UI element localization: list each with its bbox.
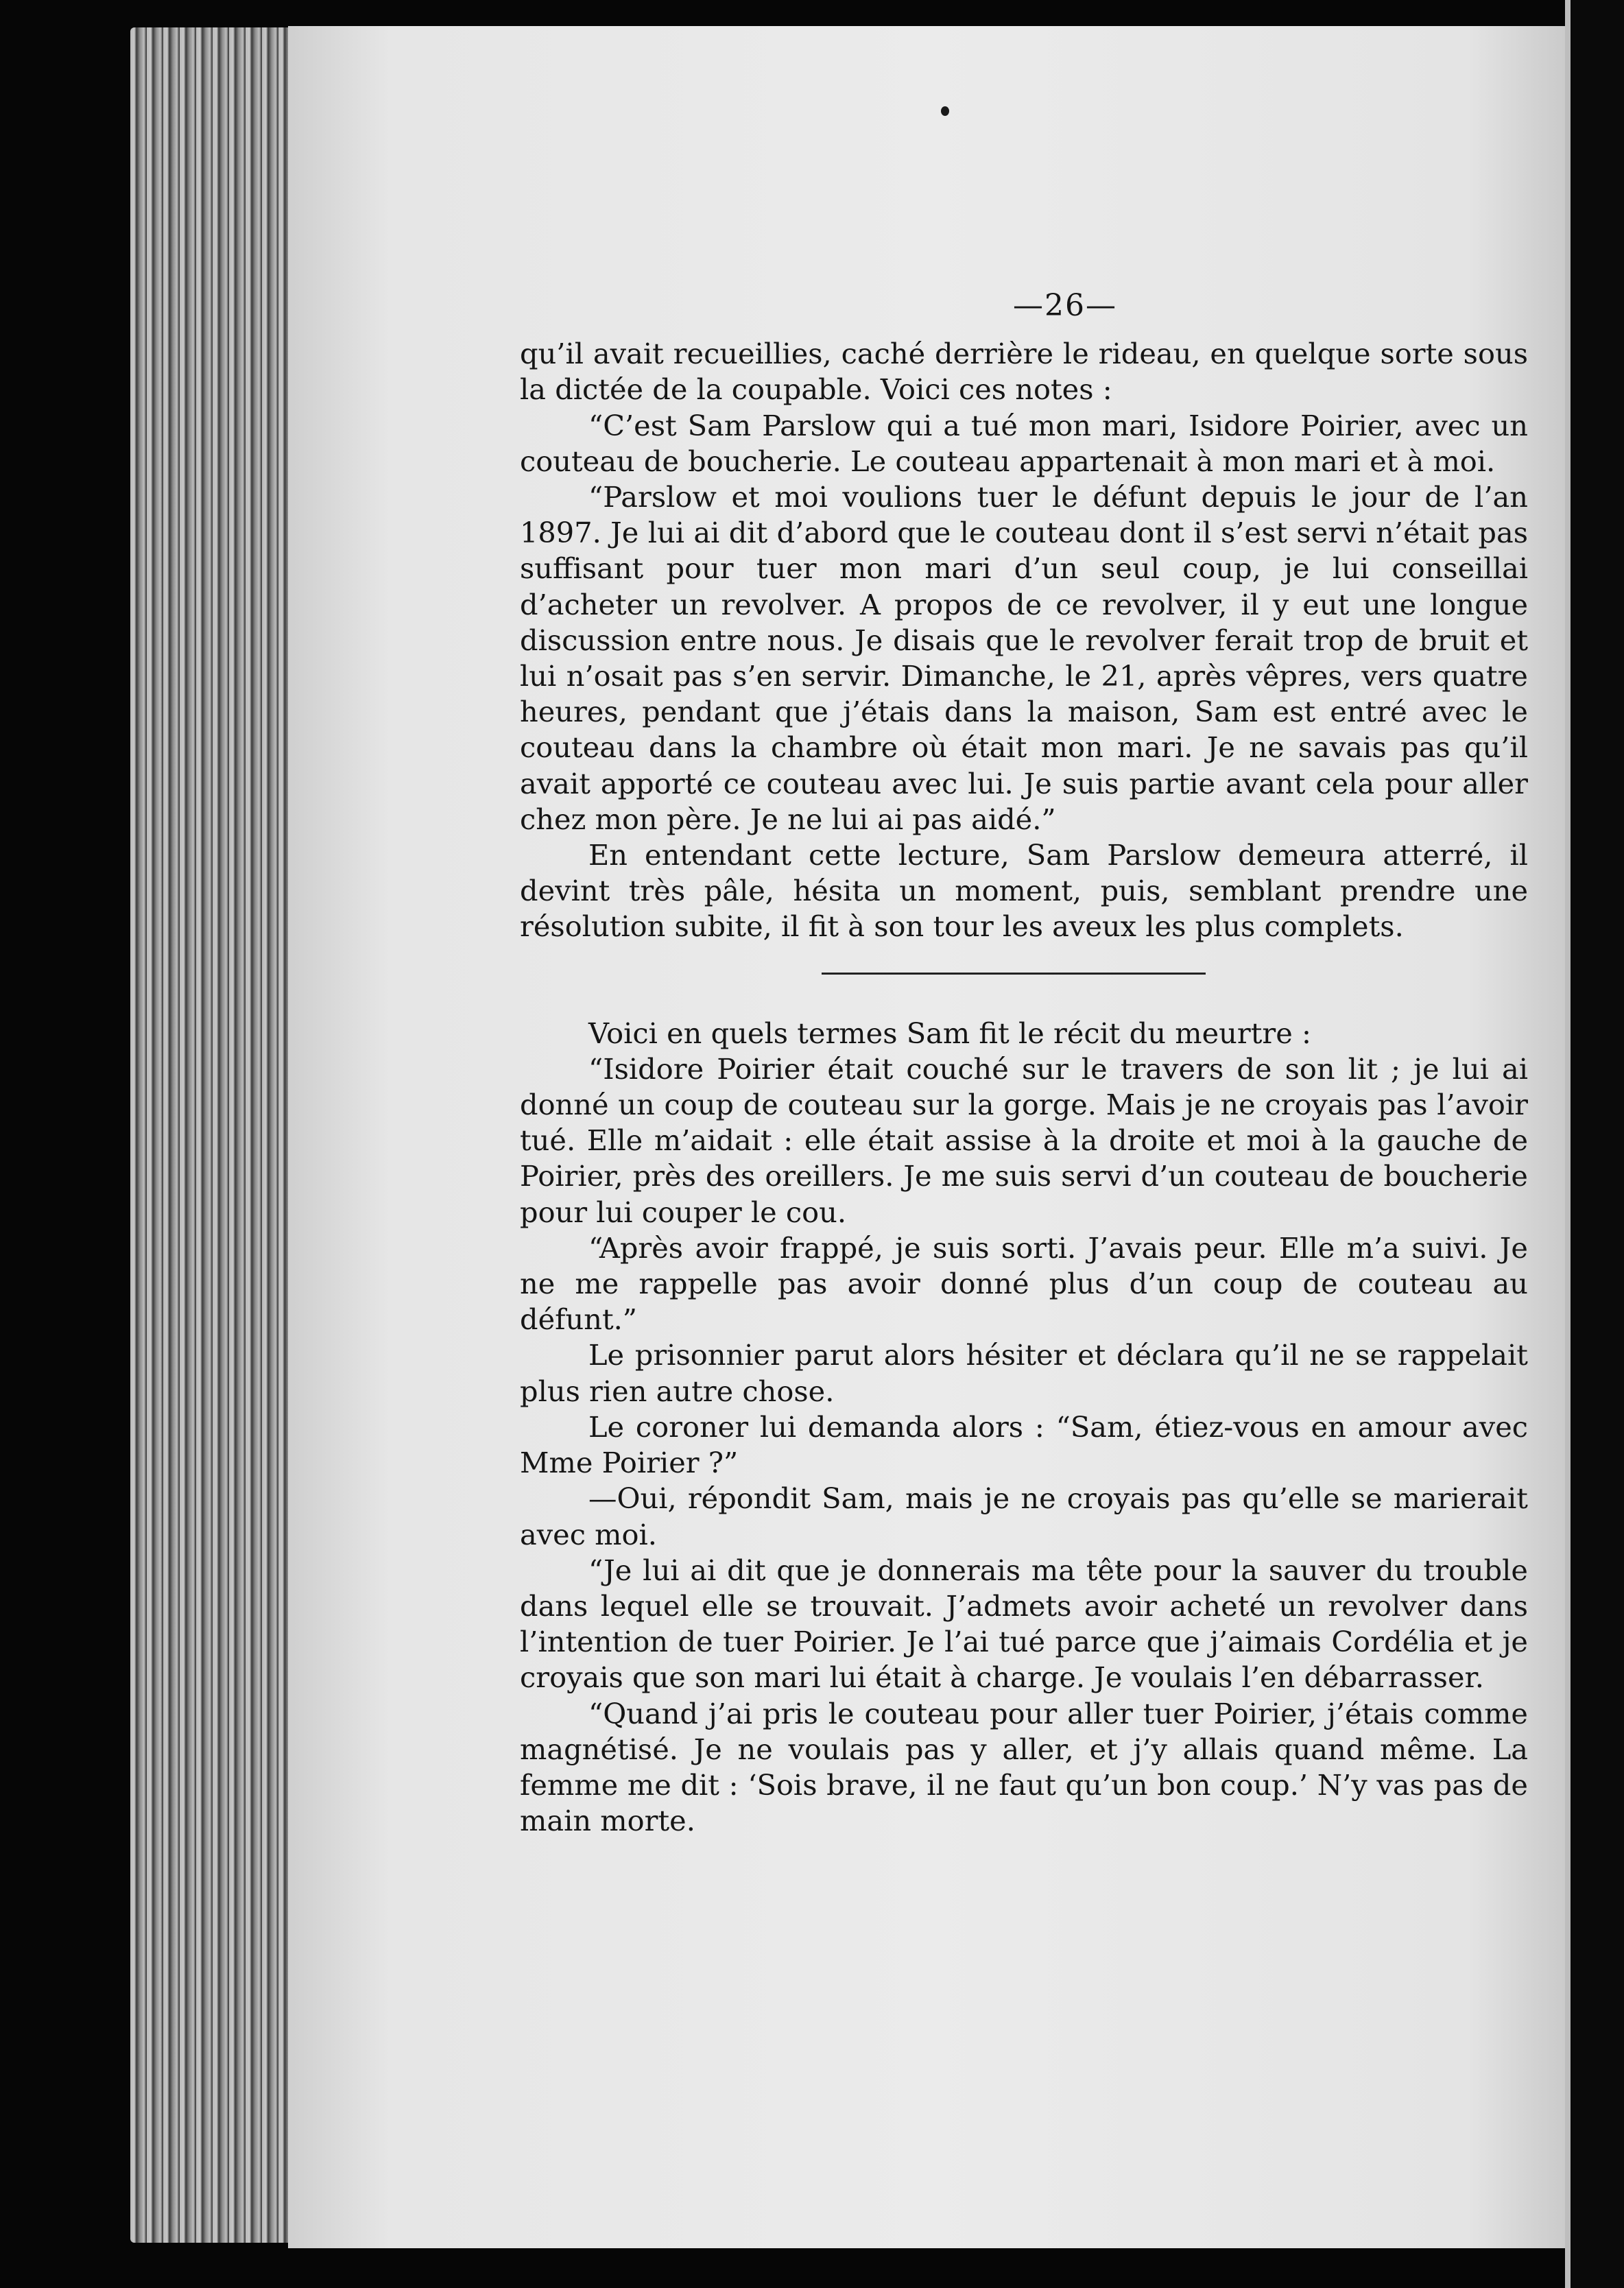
paragraph: qu’il avait recueillies, caché derrière le rideau, en quelque sorte sous la dictée de la coupable. Voici ces notes :	[520, 337, 1528, 407]
page-number: —26—	[1013, 288, 1117, 323]
paragraph: “Isidore Poirier était couché sur le travers de son lit ; je lui ai donné un coup de couteau sur la gorge. Mais je ne croyais pas l’avoir tué. Elle m’aidait : elle était assise à la droite et moi à la gauche de Poirier, près des oreillers. Je me suis servi d’un couteau de boucherie pour lui couper le cou.	[520, 1051, 1528, 1229]
paragraph: “Quand j’ai pris le couteau pour aller tuer Poirier, j’étais comme magnétisé. Je ne voulais pas y aller, et j’y allais quand même. La femme me dit : ‘Sois brave, il ne faut qu’un bon coup.’ N’y vas pas de main morte.	[520, 1696, 1528, 1838]
paragraph: “C’est Sam Parslow qui a tué mon mari, Isidore Poirier, avec un couteau de boucherie. Le couteau appartenait à mon mari et à moi.	[520, 408, 1528, 478]
paragraph: Le prisonnier parut alors hésiter et déclara qu’il ne se rappelait plus rien autre chose.	[520, 1338, 1528, 1408]
section-separator	[822, 973, 1206, 975]
ink-spot	[941, 106, 949, 116]
paragraph: Voici en quels termes Sam fit le récit du meurtre :	[588, 1016, 1311, 1050]
paragraph: “Parslow et moi voulions tuer le défunt depuis le jour de l’an 1897. Je lui ai dit d’abord que le couteau dont il s’est servi n’était pas suffisant pour tuer mon mari d’un seul coup, je lui conseillai d’acheter un revolver. A propos de ce revolver, il y eut une longue discussion entre nous. Je disais que le revolver ferait trop de bruit et lui n’osait pas s’en servir. Dimanche, le 21, après vêpres, vers quatre heures, pendant que j’étais dans la maison, Sam est entré avec le couteau dans la chambre où était mon mari. Je ne savais pas qu’il avait apporté ce couteau avec lui. Je suis partie avant cela pour aller chez mon père. Je ne lui ai pas aidé.”	[520, 480, 1528, 836]
scan-border-right	[1571, 0, 1624, 2288]
paragraph: En entendant cette lecture, Sam Parslow demeura atterré, il devint très pâle, hésita un moment, puis, semblant prendre une résolution subite, il fit à son tour les aveux les plus complets.	[520, 838, 1528, 944]
page-text	[520, 288, 1528, 1839]
page-right-margin	[1565, 0, 1571, 2288]
paragraph: Le coroner lui demanda alors : “Sam, étiez-vous en amour avec Mme Poirier ?”	[520, 1409, 1528, 1480]
stacked-page-edges	[130, 27, 309, 2243]
paragraph: —Oui, répondit Sam, mais je ne croyais pas qu’elle se marierait avec moi.	[520, 1481, 1528, 1551]
paragraph: “Après avoir frappé, je suis sorti. J’avais peur. Elle m’a suivi. Je ne me rappelle pas avoir donné plus d’un coup de couteau au défunt.”	[520, 1230, 1528, 1337]
paragraph: “Je lui ai dit que je donnerais ma tête pour la sauver du trouble dans lequel elle se trouvait. J’admets avoir acheté un revolver dans l’intention de tuer Poirier. Je l’ai tué parce que j’aimais Cordélia et je croyais que son mari lui était à charge. Je voulais l’en débarrasser.	[520, 1553, 1528, 1695]
